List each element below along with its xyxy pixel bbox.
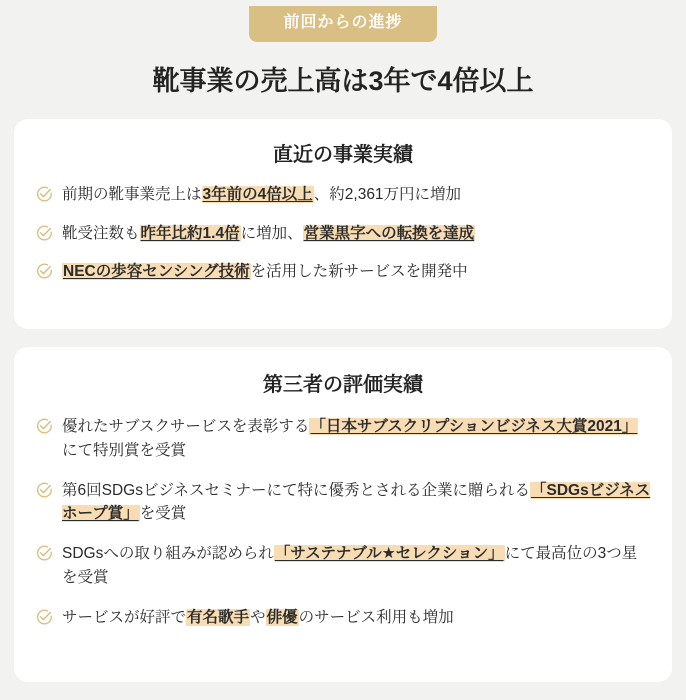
text-run: に増加、: [240, 224, 303, 242]
check-circle-icon: [36, 418, 53, 435]
list-item: [34, 479, 652, 526]
list-item: [34, 260, 652, 283]
text-run: SDGsへの取り組みが認められ: [62, 545, 274, 563]
list-item-text: [62, 415, 652, 462]
highlighted-text-run: 「SDGsビジネスホープ賞」: [62, 481, 651, 523]
progress-badge: 前回からの進捗: [249, 6, 436, 42]
text-run: のサービス利用も増加: [298, 608, 454, 626]
list-item-text: [62, 479, 652, 526]
highlighted-text-run: 3年前の4倍以上: [202, 186, 313, 204]
text-run: にて特別賞を受賞: [62, 441, 187, 459]
text-run: や: [250, 608, 266, 626]
list-item-text: [62, 183, 461, 206]
check-circle-icon: [36, 225, 53, 242]
card-third-party-evaluation: [14, 347, 672, 682]
highlighted-text-run: 昨年比約1.4倍: [140, 224, 240, 242]
text-run: サービスが好評で: [62, 608, 187, 626]
card-title: 直近の事業実績: [273, 144, 413, 167]
text-run: 優れたサブスクサービスを表彰する: [62, 418, 310, 436]
bullet-list: [34, 183, 652, 283]
text-run: 第6回SDGsビジネスセミナーにて特に優秀とされる企業に贈られる: [62, 481, 530, 499]
list-item-text: [62, 260, 468, 283]
list-item: [34, 542, 652, 589]
list-item-text: [62, 542, 652, 589]
page-title: 靴事業の売上高は3年で4倍以上: [152, 66, 534, 96]
text-run: にて最高位の3つ星を受賞: [62, 545, 638, 586]
check-circle-icon: [36, 545, 53, 562]
highlighted-text-run: 俳優: [266, 608, 298, 626]
list-item: [34, 183, 652, 206]
text-run: を受賞: [139, 505, 187, 523]
text-run: 前期の靴事業売上は: [62, 186, 202, 204]
card-title: 第三者の評価実績: [263, 374, 423, 397]
badge-container: [0, 0, 686, 42]
list-item-text: [62, 606, 454, 629]
check-circle-icon: [36, 482, 53, 499]
highlighted-text-run: 「サステナブル★セレクション」: [274, 545, 504, 563]
text-run: 靴受注数も: [62, 224, 140, 242]
check-circle-icon: [36, 263, 53, 280]
check-circle-icon: [36, 186, 53, 203]
highlighted-text-run: NECの歩容センシング技術: [63, 262, 250, 280]
highlighted-text-run: 営業黒字への転換を達成: [303, 224, 475, 242]
highlighted-text-run: 「日本サブスクリプションビジネス大賞2021」: [310, 418, 638, 436]
text-run: を活用した新サービスを開発中: [250, 262, 468, 280]
highlighted-text-run: 有名歌手: [187, 608, 250, 626]
list-item-text: [62, 222, 475, 245]
bullet-list: [34, 415, 652, 629]
list-item: [34, 606, 652, 629]
list-item: [34, 415, 652, 462]
card-recent-results: [14, 119, 672, 329]
list-item: [34, 222, 652, 245]
check-circle-icon: [36, 609, 53, 626]
text-run: 、約2,361万円に増加: [313, 186, 462, 204]
